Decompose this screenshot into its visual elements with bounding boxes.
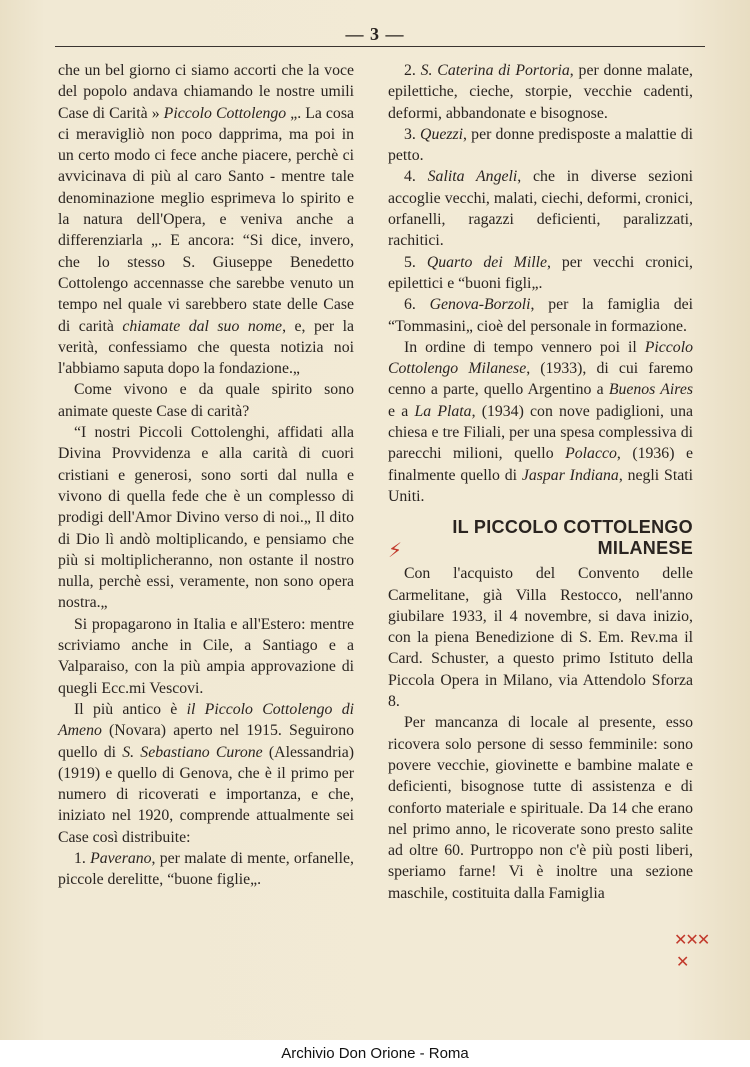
list-item-paverano: 1. Paverano, per malate di mente, orfanelle, piccole derelitte, “buone figlie„. bbox=[58, 849, 355, 889]
left-column bbox=[58, 60, 354, 891]
page-number: — 3 — bbox=[345, 24, 405, 44]
list-item-salita-angeli: 4. Salita Angeli, che in diverse sezioni accoglie vecchi, malati, ciechi, deformi, cronici, orfanelli, ragazzi deficienti, paralizzati, rachitici. bbox=[388, 168, 694, 250]
red-scribble-icon: ✕✕✕ bbox=[674, 930, 709, 949]
paragraph-propagation: Si propagarono in Italia e all'Estero: mentre scriviamo anche in Cile, a Santiago e a Valparaiso, con la più ampia approvazione di quegli Ecc.mi Vescovi. bbox=[58, 615, 354, 697]
list-item-quarto: 5. Quarto dei Mille, per vecchi cronici, epilettici e “buoni figli„. bbox=[388, 253, 694, 292]
pencil-mark-icon: ⚡ bbox=[388, 538, 403, 563]
paragraph-question: Come vivono e da quale spirito sono animate queste Case di carità? bbox=[58, 381, 354, 420]
paragraph-history: Il più antico è il Piccolo Cottolengo di Ameno (Novara) aperto nel 1915. Seguirono quello di S. Sebastiano Curone (Alessandria) (1919) e quello di Genova, che è il primo per numero di ricoverati e importanza, e che, iniziato nel 1920, comprende attualmente sei Case così distribuite: bbox=[58, 700, 354, 846]
right-column bbox=[388, 60, 693, 904]
section-title-line2: MILANESE bbox=[597, 538, 693, 559]
list-item-borzoli: 6. Genova-Borzoli, per la famiglia dei “Tommasini„ cioè del personale in formazione. bbox=[388, 296, 693, 335]
paragraph-guests: Per mancanza di locale al presente, esso ricovera solo persone di sesso femminile: sono povere vecchie, giovinette e bambine malate e deficienti, bisognose tutte di assistenza e di conforto materiale e spirituale. Da 14 che erano nel primo anno, le ricoverate sono presto salite ad oltre 60. Purtroppo non c'è più posti liberi, speriamo farne! Vi è inoltre una sezione maschile, costituita dalla Famiglia bbox=[388, 714, 693, 902]
section-title bbox=[388, 517, 693, 563]
section-title-line1: IL PICCOLO COTTOLENGO bbox=[452, 517, 693, 538]
list-item-portoria: 2. S. Caterina di Portoria, per donne malate, epilettiche, cieche, storpie, vecchie cadenti, deformi, abbandonate e bisognose. bbox=[388, 62, 693, 122]
archive-footer: Archivio Don Orione - Roma bbox=[0, 1040, 750, 1067]
paragraph-other-houses: In ordine di tempo vennero poi il Piccolo Cottolengo Milanese, (1933), di cui faremo cenno a parte, quello Argentino a Buenos Aires e a La Plata, (1934) con nove padiglioni, una chiesa e tre Filiali, per una spesa complessiva di parecchi milioni, quello Polacco, (1936) e finalmente quello di Jaspar Indiana, negli Stati Uniti. bbox=[388, 338, 694, 505]
header-rule bbox=[55, 46, 705, 47]
paragraph-quote: “I nostri Piccoli Cottolenghi, affidati alla Divina Provvidenza e alla carità di cuori cristiani e generosi, sono sorti dal nulla e vivono di quella fede che è un complesso di prodigi dell'Amor Divino verso di noi.„ Il dito di Dio lì andò moltiplicando, e pensiamo che più si moltiplicheranno, non ostante il nostro nulla, perchè essi, veramente, non sono opera nostra.„ bbox=[58, 424, 354, 612]
red-cross-mark-icon: ✕ bbox=[676, 952, 688, 971]
paragraph-acquisition: Con l'acquisto del Convento delle Carmelitane, già Villa Restocco, nell'anno giubilare 1933, il 4 novembre, si dava inizio, con la piena Benedizione di S. Em. Rev.ma il Card. Schuster, a questo primo Istituto della Piccola Opera in Milano, via Attendolo Sforza 8. bbox=[388, 565, 693, 711]
paragraph-continuation: che un bel giorno ci siamo accorti che la voce del popolo andava chiamando le nostre umili Case di Carità » Piccolo Cottolengo „. La cosa ci meravigliò non poco dapprima, ma poi in un certo modo ci fece anche piacere, perchè ci avvicinava di più al caro Santo - mentre tale denominazione meglio esprimeva lo spirito e la natura dell'Opera, e veniva anche a differenziarla „. E ancora: “Si dice, invero, che lo stesso S. Giuseppe Benedetto Cottolengo accennasse che sarebbe venuto un tempo nel quale vi sarebbero state delle Case di carità chiamate dal suo nome, e, per la verità, confessiamo che questa notizia noi l'abbiamo saputa dopo la fondazione.„ bbox=[58, 62, 354, 378]
list-item-quezzi: 3. Quezzi, per donne predisposte a malattie di petto. bbox=[388, 125, 693, 165]
